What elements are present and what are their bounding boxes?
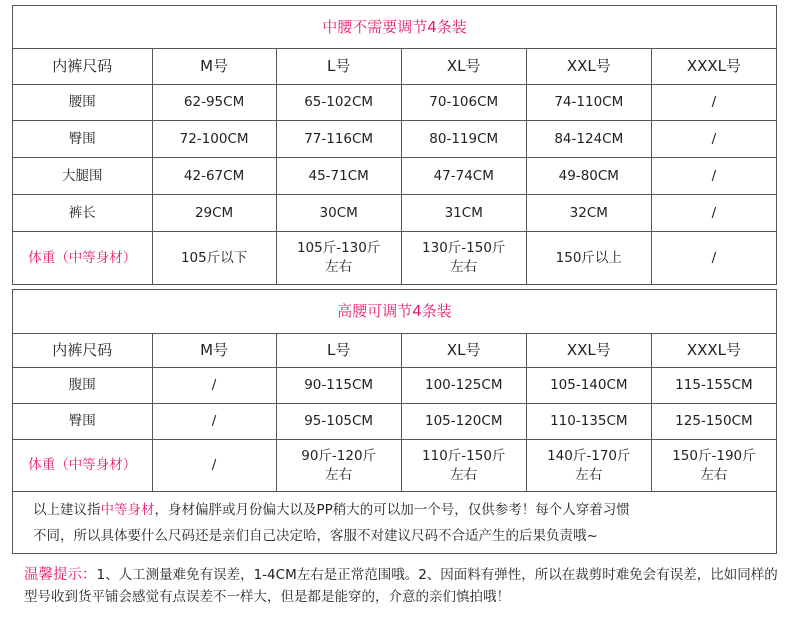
cell: 31CM <box>401 195 526 232</box>
cell: 125-150CM <box>651 404 776 440</box>
header-xl: XL号 <box>401 49 526 85</box>
cell: 47-74CM <box>401 158 526 195</box>
header-m: M号 <box>152 334 276 368</box>
row-label: 臀围 <box>13 121 153 158</box>
cell: 77-116CM <box>276 121 401 158</box>
table-title: 中腰不需要调节4条装 <box>13 6 777 49</box>
header-l: L号 <box>276 334 401 368</box>
size-table-high-waist <box>12 289 777 554</box>
cell: 105斤-130斤 左右 <box>276 232 401 285</box>
row-label: 腹围 <box>13 368 153 404</box>
cell: / <box>152 440 276 492</box>
header-xxxl: XXXL号 <box>651 49 776 85</box>
row-label: 大腿围 <box>13 158 153 195</box>
cell: 105-120CM <box>401 404 526 440</box>
cell: / <box>651 195 776 232</box>
cell: 62-95CM <box>152 85 276 121</box>
cell: 105斤以下 <box>152 232 276 285</box>
tip-text: 1、人工测量难免有误差，1-4CM左右是正常范围哦。2、因面料有弹性，所以在裁剪时难免会有误差，比如同样的型号收到货平铺会感觉有点误差不一样大，但是都是能穿的，介意的亲们慎拍哦！ <box>24 567 778 605</box>
cell: 70-106CM <box>401 85 526 121</box>
row-label: 臀围 <box>13 404 153 440</box>
warm-tip <box>24 564 778 608</box>
header-m: M号 <box>152 49 276 85</box>
tip-label: 温馨提示： <box>24 567 97 583</box>
row-label: 体重（中等身材） <box>13 232 153 285</box>
cell: 100-125CM <box>401 368 526 404</box>
size-table-mid-waist <box>12 5 777 285</box>
table-row <box>13 195 777 232</box>
cell: 105-140CM <box>526 368 651 404</box>
cell: 110斤-150斤 左右 <box>401 440 526 492</box>
cell: 95-105CM <box>276 404 401 440</box>
row-label: 裤长 <box>13 195 153 232</box>
size-note: 以上建议指中等身材，身材偏胖或月份偏大以及PP稍大的可以加一个号，仅供参考！每个人穿着习惯 不同，所以具体要什么尺码还是亲们自己决定哈，客服不对建议尺码不合适产生的后果负责哦~ <box>13 492 777 554</box>
cell: 90斤-120斤 左右 <box>276 440 401 492</box>
cell: 42-67CM <box>152 158 276 195</box>
row-label: 腰围 <box>13 85 153 121</box>
cell: 74-110CM <box>526 85 651 121</box>
cell: 84-124CM <box>526 121 651 158</box>
cell: 72-100CM <box>152 121 276 158</box>
weight-row <box>13 440 777 492</box>
cell: / <box>651 85 776 121</box>
cell: 130斤-150斤 左右 <box>401 232 526 285</box>
note-highlight: 中等身材 <box>100 501 155 518</box>
cell: / <box>651 232 776 285</box>
table-row <box>13 404 777 440</box>
cell: / <box>651 121 776 158</box>
cell: / <box>152 368 276 404</box>
header-xxxl: XXXL号 <box>651 334 776 368</box>
weight-row <box>13 232 777 285</box>
table-row <box>13 85 777 121</box>
table-row <box>13 121 777 158</box>
cell: 49-80CM <box>526 158 651 195</box>
cell: 29CM <box>152 195 276 232</box>
cell: 150斤-190斤 左右 <box>651 440 776 492</box>
cell: 115-155CM <box>651 368 776 404</box>
header-size: 内裤尺码 <box>13 49 153 85</box>
header-xxl: XXL号 <box>526 49 651 85</box>
cell: 140斤-170斤 左右 <box>526 440 651 492</box>
cell: 65-102CM <box>276 85 401 121</box>
table-title: 高腰可调节4条装 <box>13 290 777 334</box>
cell: / <box>651 158 776 195</box>
cell: / <box>152 404 276 440</box>
cell: 90-115CM <box>276 368 401 404</box>
row-label: 体重（中等身材） <box>13 440 153 492</box>
table-row <box>13 158 777 195</box>
cell: 30CM <box>276 195 401 232</box>
header-size: 内裤尺码 <box>13 334 153 368</box>
cell: 80-119CM <box>401 121 526 158</box>
cell: 45-71CM <box>276 158 401 195</box>
header-l: L号 <box>276 49 401 85</box>
cell: 150斤以上 <box>526 232 651 285</box>
cell: 110-135CM <box>526 404 651 440</box>
table-row <box>13 368 777 404</box>
header-xl: XL号 <box>401 334 526 368</box>
cell: 32CM <box>526 195 651 232</box>
header-xxl: XXL号 <box>526 334 651 368</box>
